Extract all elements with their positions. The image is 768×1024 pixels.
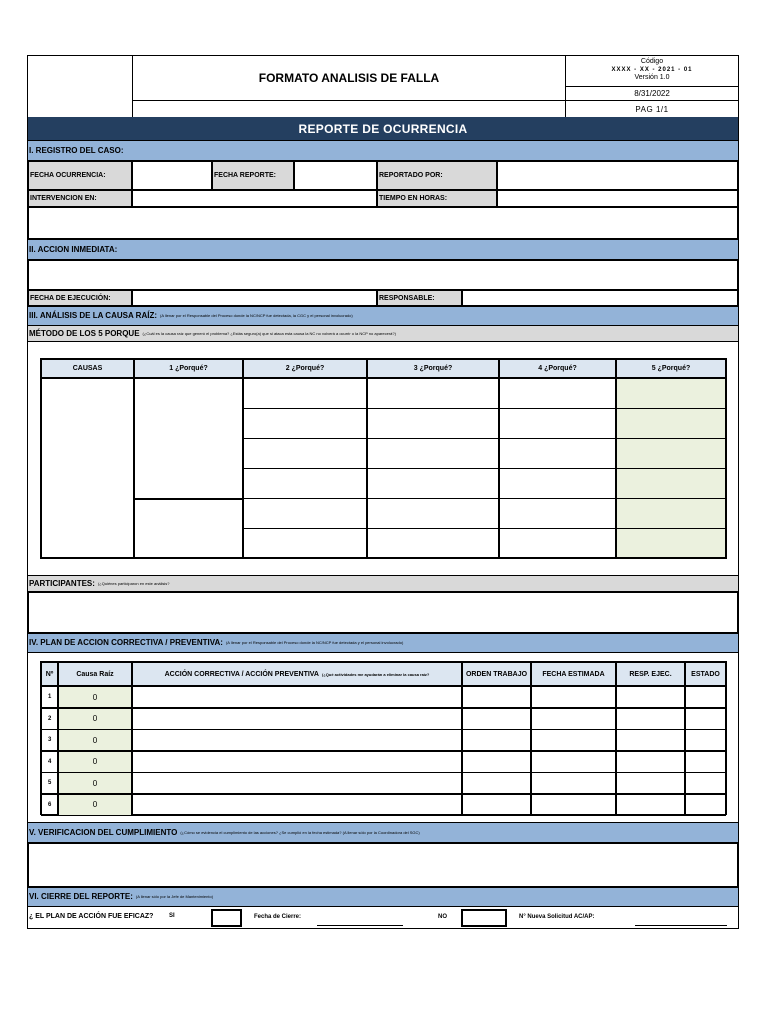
porque-2-cell[interactable] [243,468,367,499]
estado-cell[interactable] [685,794,726,816]
verification-field[interactable] [28,843,738,887]
form-title: FORMATO ANALISIS DE FALLA [258,71,440,85]
accion-inmediata-field[interactable] [28,260,738,290]
accion-cell[interactable] [132,772,462,794]
porque-1-cell[interactable] [134,499,243,558]
accion-cell[interactable] [132,794,462,816]
orden-trabajo-cell[interactable] [462,751,531,773]
col-orden-trabajo: ORDEN TRABAJO [462,662,531,686]
section-4-note: (A llenar por el Responsable del Proceso donde la NC/NCP fue detectada y el personal involucrado) [225,640,404,645]
no-label: NO [438,914,447,920]
fecha-estimada-cell[interactable] [531,794,616,816]
header-divider [132,100,565,101]
participants-title: PARTICIPANTES: [29,579,95,588]
estado-cell[interactable] [685,772,726,794]
porque-4-cell[interactable] [499,498,616,529]
porque-4-cell[interactable] [499,528,616,558]
section-1-title: I. REGISTRO DEL CASO: [29,146,124,155]
porque-3-cell[interactable] [367,498,499,529]
row-number: 4 [41,751,58,773]
row-number: 3 [41,729,58,751]
porque-2-cell[interactable] [243,378,367,409]
responsable-label: RESPONSABLE: [377,290,462,306]
nueva-solicitud-line[interactable] [635,925,727,926]
reportado-por-label: REPORTADO POR: [377,161,497,190]
orden-trabajo-cell[interactable] [462,772,531,794]
resp-ejec-cell[interactable] [616,729,685,751]
si-label: SI [169,913,175,919]
tiempo-horas-field[interactable] [497,190,738,207]
porque-3-cell[interactable] [367,468,499,499]
method-row [28,326,738,342]
resp-ejec-cell[interactable] [616,772,685,794]
orden-trabajo-cell[interactable] [462,794,531,816]
no-checkbox[interactable] [461,909,507,927]
estado-cell[interactable] [685,751,726,773]
porque-3-cell[interactable] [367,438,499,469]
failure-analysis-form [27,55,739,929]
col-porque-2: 2 ¿Porqué? [243,359,367,378]
causa-raiz-cell: 0 [58,772,132,794]
porque-5-cell[interactable] [616,438,726,469]
accion-cell[interactable] [132,751,462,773]
section-6-note: (A llenar sólo por la Jefe de Mantenimiento) [135,894,214,899]
accion-cell[interactable] [132,708,462,730]
row-number: 2 [41,708,58,730]
document-code [566,58,738,82]
page-number: PAG 1/1 [635,104,669,114]
resp-ejec-cell[interactable] [616,708,685,730]
resp-ejec-cell[interactable] [616,751,685,773]
case-description-field[interactable] [28,207,738,239]
section-5-note: (¿Cómo se evidencia el cumplimiento de las acciones? ¿Se cumplió en la fecha estimada? (A llenar sólo por la Coordinadora del SGC) [180,830,420,835]
porque-2-cell[interactable] [243,438,367,469]
section-3-note: (A llenar por el Responsable del Proceso donde la NC/NCP fue detectada, la CGC y el personal involucrado) [160,313,353,318]
col-resp-ejec: RESP. EJEC. [616,662,685,686]
section-3-title: III. ANÁLISIS DE LA CAUSA RAÍZ: [29,311,157,320]
intervencion-field[interactable] [132,190,377,207]
fecha-ejecucion-label: FECHA DE EJECUCIÓN: [28,290,132,306]
version-text: Versión 1.0 [634,74,670,81]
five-whys-table [40,358,727,559]
col-causas: CAUSAS [41,359,134,378]
logo-area [28,56,132,117]
porque-5-cell[interactable] [616,378,726,409]
fecha-estimada-cell[interactable] [531,772,616,794]
row-number: 5 [41,772,58,794]
reportado-por-field[interactable] [497,161,738,190]
col-numero: Nº [41,662,58,686]
resp-ejec-cell[interactable] [616,794,685,816]
fecha-ocurrencia-field[interactable] [132,161,212,190]
estado-cell[interactable] [685,729,726,751]
porque-2-cell[interactable] [243,498,367,529]
accion-cell[interactable] [132,686,462,708]
orden-trabajo-cell[interactable] [462,729,531,751]
col-fecha-estimada: FECHA ESTIMADA [531,662,616,686]
porque-2-cell[interactable] [243,528,367,558]
orden-trabajo-cell[interactable] [462,708,531,730]
col-causa-raiz: Causa Raíz [58,662,132,686]
fecha-estimada-cell[interactable] [531,686,616,708]
responsable-field[interactable] [462,290,738,306]
section-6-title: VI. CIERRE DEL REPORTE: [29,892,133,901]
row-number: 6 [41,794,58,816]
porque-3-cell[interactable] [367,528,499,558]
fecha-estimada-cell[interactable] [531,751,616,773]
fecha-ocurrencia-label: FECHA OCURRENCIA: [28,161,132,190]
causa-raiz-cell: 0 [58,729,132,751]
section-2-title: II. ACCION INMEDIATA: [29,245,118,254]
causa-raiz-cell: 0 [58,708,132,730]
col-estado: ESTADO [685,662,726,686]
tiempo-horas-label: TIEMPO EN HORAS: [377,190,497,207]
col-porque-3: 3 ¿Porqué? [367,359,499,378]
efficacy-question: ¿ EL PLAN DE ACCIÓN FUE EFICAZ? [29,913,154,920]
participants-note: (¿Quiénes participaron en este análisis? [97,581,170,586]
section-3-header [28,306,738,326]
porque-3-cell[interactable] [367,378,499,409]
col-porque-1: 1 ¿Porqué? [134,359,243,378]
col-accion-label: ACCIÓN CORRECTIVA / ACCIÓN PREVENTIVA [164,670,319,678]
fecha-ejecucion-field[interactable] [132,290,377,306]
si-checkbox[interactable] [211,909,242,927]
row-number: 1 [41,686,58,708]
resp-ejec-cell[interactable] [616,686,685,708]
section-5-title: V. VERIFICACION DEL CUMPLIMIENTO [29,828,178,837]
porque-5-cell[interactable] [616,498,726,529]
porque-5-cell[interactable] [616,408,726,439]
section-4-title: IV. PLAN DE ACCION CORRECTIVA / PREVENTIVA: [29,638,223,647]
causa-raiz-cell: 0 [58,751,132,773]
intervencion-label: INTERVENCION EN: [28,190,132,207]
col-porque-5: 5 ¿Porqué? [616,359,726,378]
fecha-reporte-label: FECHA REPORTE: [212,161,294,190]
estado-cell[interactable] [685,708,726,730]
porque-5-cell[interactable] [616,468,726,499]
porque-3-cell[interactable] [367,408,499,439]
section-4-header [28,633,738,653]
report-title-bar: REPORTE DE OCURRENCIA [28,117,738,140]
nueva-solicitud-label: N° Nueva Solicitud AC/AP: [519,914,595,920]
method-title: MÉTODO DE LOS 5 PORQUE [29,329,140,338]
section-5-header [28,822,738,843]
section-6-header [28,887,738,907]
fecha-reporte-field[interactable] [294,161,377,190]
porque-1-cell[interactable] [134,378,243,499]
participants-header [28,575,738,592]
porque-4-cell[interactable] [499,378,616,409]
participants-field[interactable] [28,592,738,633]
action-plan-table [40,661,727,815]
col-accion-note: (¿Qué actividades me ayudarán a eliminar la causa raíz? [322,671,430,677]
porque-2-cell[interactable] [243,408,367,439]
porque-5-cell[interactable] [616,528,726,558]
code-value: XXXX - XX - 2021 - 01 [611,67,693,73]
porque-4-cell[interactable] [499,408,616,439]
porque-4-cell[interactable] [499,468,616,499]
causas-cell[interactable] [41,378,134,558]
estado-cell[interactable] [685,686,726,708]
fecha-cierre-line[interactable] [317,925,403,926]
header-date: 8/31/2022 [634,89,670,98]
orden-trabajo-cell[interactable] [462,686,531,708]
code-label: Código [640,58,664,65]
fecha-cierre-label: Fecha de Cierre: [254,914,302,920]
fecha-estimada-cell[interactable] [531,708,616,730]
causa-raiz-cell: 0 [58,794,132,816]
section-1-header [28,140,738,161]
causa-raiz-cell: 0 [58,686,132,708]
col-porque-4: 4 ¿Porqué? [499,359,616,378]
accion-cell[interactable] [132,729,462,751]
fecha-estimada-cell[interactable] [531,729,616,751]
section-2-header [28,239,738,260]
col-accion [132,662,462,686]
porque-4-cell[interactable] [499,438,616,469]
method-note: (¿Cuál es la causa raíz que generó el problema? ¿Estás seguro(a) que si ataca esta causa la NC no volverá a ocurrir o la NCP no aparecerá?) [142,331,396,336]
